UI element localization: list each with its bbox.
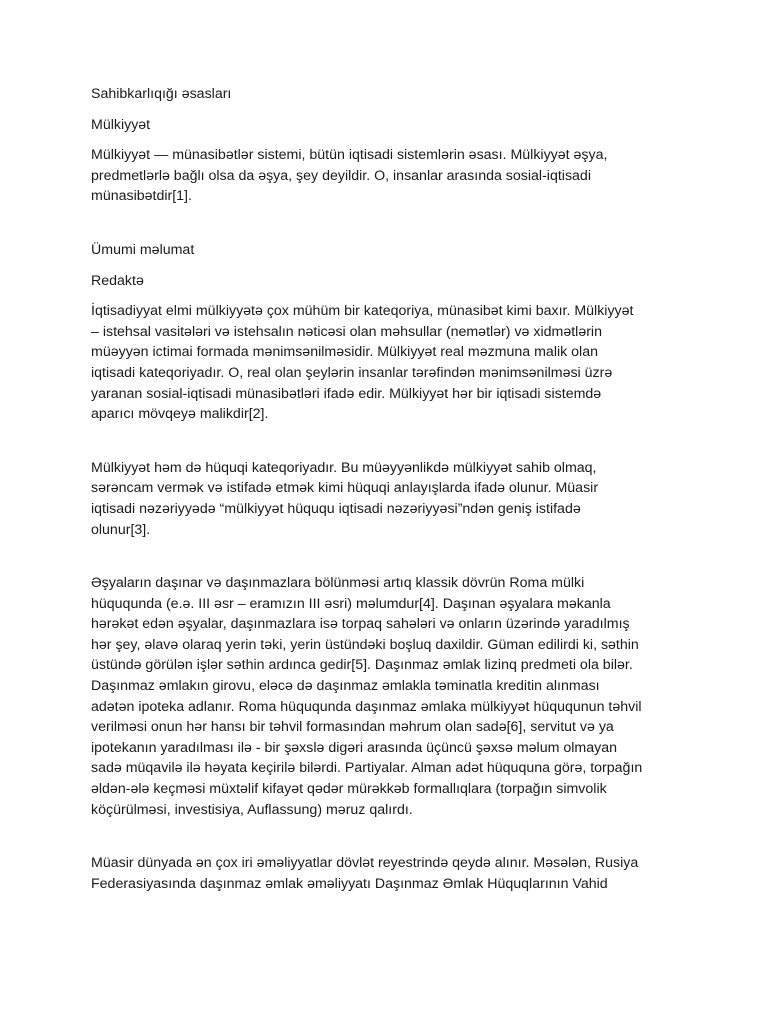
paragraph-legal-category: Mülkiyyət həm də hüquqi kateqoriyadır. Bu müəyyənlikdə mülkiyyət sahib olmaq, sərəncam vermək və istifadə etmək kimi hüquqi anlayışlarda ifadə olunur. Müasir iqtisadi nəzəriyyədə “mülkiyyət hüququ iqtisadi nəzəriyyəsi”ndən geniş istifadə olunur[3].	[91, 459, 599, 538]
document-title: Sahibkarlıqığı əsasları	[91, 86, 232, 102]
edit-link[interactable]: Redaktə	[91, 272, 144, 289]
paragraph-state-registry: Müasir dünyada ən çox iri əməliyyatlar dövlət reyestrində qeydə alınır. Məsələn, Rusiya Federasiyasında daşınmaz əmlak əməliyyatı Daşınmaz Əmlak Hüquqlarının Vahid	[91, 855, 639, 892]
document-page	[91, 84, 691, 894]
paragraph-movable-immovable: Əşyaların daşınar və daşınmazlara bölünməsi artıq klassik dövrün Roma mülki hüququnda (e.ə. III əsr – eramızın III əsri) məlumdur[4]. Daşınan əşyalara məkanla hərəkət edən əşyalar, daşınmazlara isə torpaq sahələri və onların üzərində yaradılmış hər şey, əlavə olaraq yerin təki, yerin üstündəki boşluq daxildir. Güman edilirdi ki, səthin üstündə görülən işlər səthin ardınca gedir[5]. Daşınmaz əmlak lizinq predmeti ola bilər. Daşınmaz əmlakın girovu, eləcə də daşınmaz əmlakla təminatla kreditin alınması adətən ipoteka adlanır. Roma hüququnda daşınmaz əmlaka mülkiyyət hüququnun təhvil verilməsi onun hər hansı bir təhvil formasından məhrum olan sadə[6], servitut və ya ipotekanın yaradılması ilə - bir şəxslə digəri arasında üçüncü şəxsə məlum olmayan sadə müqavilə ilə həyata keçirilə bilərdi. Partiyalar. Alman adət hüququna görə, torpağın əldən-ələ keçməsi müxtəlif kifayət qədər mürəkkəb formallıqlara (torpağın simvolik köçürülməsi, investisiya, Auflassung) məruz qalırdı.	[91, 575, 643, 818]
intro-paragraph: Mülkiyyət — münasibətlər sistemi, bütün iqtisadi sistemlərin əsası. Mülkiyyət əşya, predmetlərlə bağlı olsa da əşya, şey deyildir. O, insanlar arasında sosial-iqtisadi münasibətdir[1].	[91, 147, 608, 205]
section-heading: Mülkiyyət	[91, 116, 151, 133]
paragraph-economics: İqtisadiyyat elmi mülkiyyətə çox mühüm bir kateqoriya, münasibət kimi baxır. Mülkiyyət – istehsal vasitələri və istehsalın nəticəsi olan məhsullar (nemətlər) və xidmətlərin müəyyən ictimai formada mənimsənilməsidir. Mülkiyyət real məzmuna malik olan iqtisadi kateqoriyadır. O, real olan şeylərin insanlar tərəfindən mənimsənilməsi üzrə yaranan sosial-iqtisadi münasibətləri ifadə edir. Mülkiyyət hər bir iqtisadi sistemdə aparıcı mövqeyə malikdir[2].	[91, 303, 634, 423]
subheading-general-info: Ümumi məlumat	[91, 241, 195, 258]
